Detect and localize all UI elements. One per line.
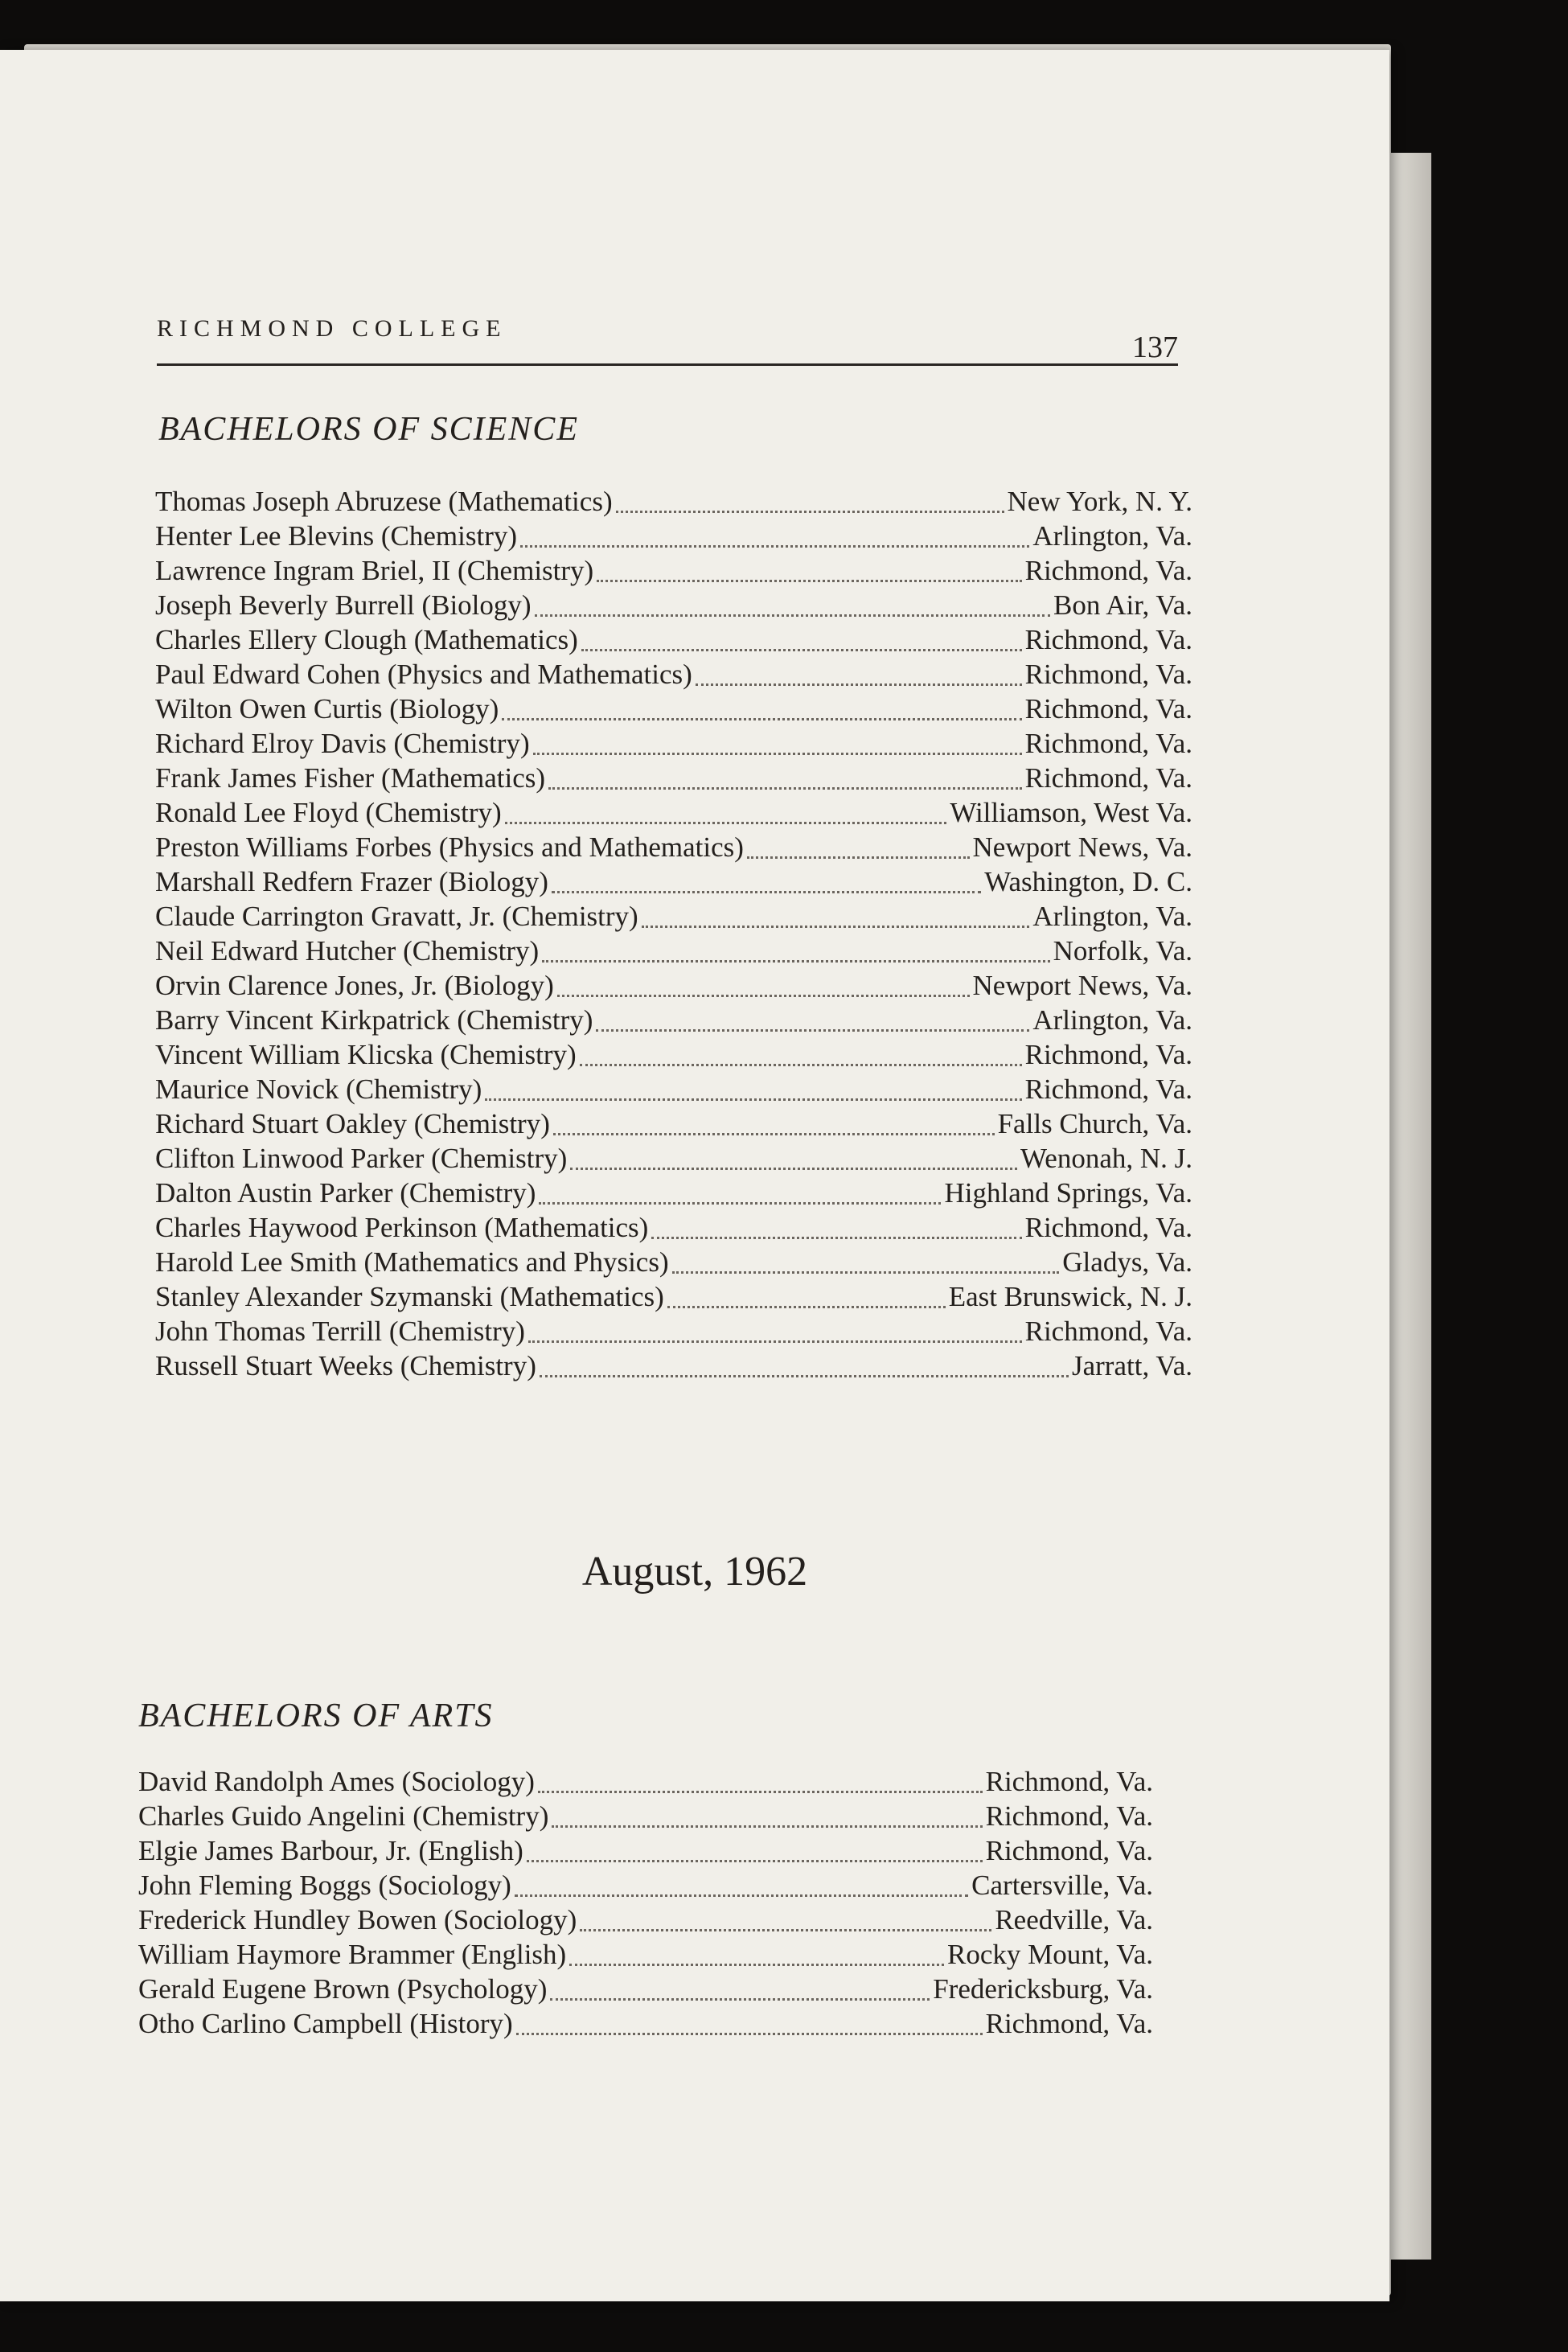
graduate-entry — [155, 659, 1192, 693]
graduate-hometown: Richmond, Va. — [1024, 1316, 1192, 1347]
graduate-entry — [155, 520, 1192, 555]
graduate-name: Neil Edward Hutcher (Chemistry) — [155, 935, 540, 967]
graduate-name: Otho Carlino Campbell (History) — [138, 2008, 513, 2039]
graduate-name: Wilton Owen Curtis (Biology) — [155, 693, 499, 724]
graduate-entry — [155, 1350, 1192, 1385]
college-name: RICHMOND COLLEGE — [157, 315, 507, 342]
dot-leader — [747, 856, 970, 859]
graduate-name: Lawrence Ingram Briel, II (Chemistry) — [155, 555, 594, 586]
graduate-entry — [138, 1870, 1153, 1904]
graduate-entry — [138, 1800, 1153, 1835]
graduate-hometown: Richmond, Va. — [1024, 762, 1192, 794]
graduate-name: Richard Stuart Oakley (Chemistry) — [155, 1108, 550, 1139]
graduate-hometown: Richmond, Va. — [985, 1835, 1153, 1866]
dot-leader — [502, 718, 1021, 720]
graduate-entry — [138, 2008, 1153, 2042]
dot-leader — [672, 1271, 1060, 1274]
graduate-hometown: Highland Springs, Va. — [944, 1177, 1192, 1209]
graduate-name: David Randolph Ames (Sociology) — [138, 1766, 535, 1797]
graduate-name: Charles Guido Angelini (Chemistry) — [138, 1800, 549, 1832]
graduate-hometown: Washington, D. C. — [984, 866, 1192, 897]
dot-leader — [550, 1998, 930, 2001]
graduate-hometown: Arlington, Va. — [1032, 1004, 1192, 1036]
graduate-name: Vincent William Klicska (Chemistry) — [155, 1039, 577, 1070]
graduate-entry — [155, 624, 1192, 659]
graduate-entry — [155, 1212, 1192, 1246]
graduate-hometown: Fredericksburg, Va. — [933, 1973, 1153, 2005]
dot-leader — [553, 1133, 995, 1135]
dot-leader — [548, 787, 1022, 790]
graduate-entry — [155, 831, 1192, 866]
graduate-hometown: Cartersville, Va. — [971, 1870, 1153, 1901]
graduate-entry — [138, 1904, 1153, 1939]
dot-leader — [696, 683, 1022, 686]
graduate-name: Paul Edward Cohen (Physics and Mathematics) — [155, 659, 692, 690]
graduate-name: Joseph Beverly Burrell (Biology) — [155, 589, 532, 621]
graduate-hometown: Wenonah, N. J. — [1020, 1143, 1192, 1174]
graduate-hometown: New York, N. Y. — [1007, 486, 1192, 517]
graduate-entry — [155, 1108, 1192, 1143]
dot-leader — [505, 822, 947, 824]
graduate-hometown: Bon Air, Va. — [1053, 589, 1192, 621]
graduate-name: Henter Lee Blevins (Chemistry) — [155, 520, 518, 552]
book-page — [0, 50, 1389, 2301]
dot-leader — [552, 1825, 982, 1828]
graduate-name: Frederick Hundley Bowen (Sociology) — [138, 1904, 577, 1935]
graduate-name: Charles Haywood Perkinson (Mathematics) — [155, 1212, 649, 1243]
graduate-entry — [155, 693, 1192, 728]
graduate-name: Russell Stuart Weeks (Chemistry) — [155, 1350, 536, 1381]
graduate-entry — [155, 728, 1192, 762]
graduate-name: Charles Ellery Clough (Mathematics) — [155, 624, 578, 655]
dot-leader — [651, 1237, 1021, 1239]
dot-leader — [667, 1306, 946, 1308]
graduate-hometown: Gladys, Va. — [1062, 1246, 1192, 1278]
dot-leader — [570, 1168, 1017, 1170]
graduate-hometown: Arlington, Va. — [1032, 520, 1192, 552]
graduate-name: Stanley Alexander Szymanski (Mathematics) — [155, 1281, 664, 1312]
graduate-name: Gerald Eugene Brown (Psychology) — [138, 1973, 548, 2005]
dot-leader — [485, 1098, 1021, 1101]
graduate-entry — [138, 1835, 1153, 1870]
graduate-hometown: Newport News, Va. — [972, 970, 1192, 1001]
graduate-name: Ronald Lee Floyd (Chemistry) — [155, 797, 502, 828]
graduate-entry — [155, 970, 1192, 1004]
graduate-name: Frank James Fisher (Mathematics) — [155, 762, 546, 794]
science-list — [155, 486, 1192, 1385]
dot-leader — [597, 580, 1021, 582]
graduate-name: Clifton Linwood Parker (Chemistry) — [155, 1143, 568, 1174]
graduate-hometown: Arlington, Va. — [1032, 901, 1192, 932]
graduate-entry — [155, 762, 1192, 797]
graduate-hometown: Richmond, Va. — [1024, 659, 1192, 690]
graduate-entry — [155, 1246, 1192, 1281]
graduate-name: Richard Elroy Davis (Chemistry) — [155, 728, 530, 759]
graduate-hometown: Richmond, Va. — [1024, 1212, 1192, 1243]
dot-leader — [520, 545, 1029, 548]
graduate-hometown: Richmond, Va. — [985, 1800, 1153, 1832]
graduate-name: Marshall Redfern Frazer (Biology) — [155, 866, 548, 897]
graduate-name: Thomas Joseph Abruzese (Mathematics) — [155, 486, 613, 517]
running-head — [157, 315, 1178, 366]
graduate-entry — [155, 797, 1192, 831]
dot-leader — [535, 614, 1050, 617]
graduate-hometown: Richmond, Va. — [1024, 728, 1192, 759]
graduate-hometown: Rocky Mount, Va. — [946, 1939, 1153, 1970]
graduate-entry — [138, 1766, 1153, 1800]
graduate-name: Elgie James Barbour, Jr. (English) — [138, 1835, 523, 1866]
graduate-entry — [155, 1316, 1192, 1350]
graduate-hometown: Norfolk, Va. — [1053, 935, 1192, 967]
graduate-hometown: Richmond, Va. — [985, 2008, 1153, 2039]
dot-leader — [527, 1860, 983, 1862]
dot-leader — [542, 960, 1049, 963]
graduate-name: John Thomas Terrill (Chemistry) — [155, 1316, 525, 1347]
dot-leader — [540, 1375, 1069, 1377]
graduate-hometown: Richmond, Va. — [1024, 1039, 1192, 1070]
dot-leader — [616, 511, 1004, 513]
graduate-name: John Fleming Boggs (Sociology) — [138, 1870, 511, 1901]
graduate-entry — [155, 866, 1192, 901]
graduate-entry — [155, 1177, 1192, 1212]
graduate-hometown: Williamson, West Va. — [950, 797, 1192, 828]
graduate-name: Dalton Austin Parker (Chemistry) — [155, 1177, 536, 1209]
graduate-entry — [155, 589, 1192, 624]
dot-leader — [642, 926, 1030, 928]
graduate-entry — [155, 1281, 1192, 1316]
arts-list — [138, 1766, 1153, 2042]
graduate-hometown: Newport News, Va. — [972, 831, 1192, 863]
graduate-entry — [155, 1073, 1192, 1108]
dot-leader — [569, 1964, 944, 1966]
graduate-entry — [155, 555, 1192, 589]
graduate-entry — [138, 1973, 1153, 2008]
dot-leader — [538, 1791, 983, 1793]
dot-leader — [581, 649, 1022, 651]
graduate-hometown: Richmond, Va. — [1024, 555, 1192, 586]
graduate-entry — [155, 1039, 1192, 1073]
dot-leader — [580, 1929, 991, 1931]
graduate-name: Maurice Novick (Chemistry) — [155, 1073, 482, 1105]
graduate-hometown: Richmond, Va. — [1024, 693, 1192, 724]
graduate-name: Preston Williams Forbes (Physics and Mathematics) — [155, 831, 744, 863]
dot-leader — [580, 1064, 1022, 1066]
graduate-entry — [138, 1939, 1153, 1973]
graduate-hometown: Richmond, Va. — [985, 1766, 1153, 1797]
dot-leader — [533, 753, 1022, 755]
graduate-name: Barry Vincent Kirkpatrick (Chemistry) — [155, 1004, 593, 1036]
graduate-name: Harold Lee Smith (Mathematics and Physics) — [155, 1246, 669, 1278]
page-number: 137 — [1132, 330, 1178, 364]
graduate-entry — [155, 901, 1192, 935]
arts-heading: BACHELORS OF ARTS — [138, 1697, 494, 1734]
graduate-name: Claude Carrington Gravatt, Jr. (Chemistry) — [155, 901, 638, 932]
graduate-name: Orvin Clarence Jones, Jr. (Biology) — [155, 970, 554, 1001]
dot-leader — [539, 1202, 941, 1205]
dot-leader — [528, 1340, 1022, 1343]
dot-leader — [557, 995, 970, 997]
graduate-entry — [155, 1143, 1192, 1177]
dot-leader — [515, 1894, 968, 1897]
dot-leader — [596, 1029, 1029, 1032]
graduate-hometown: Richmond, Va. — [1024, 624, 1192, 655]
graduate-hometown: East Brunswick, N. J. — [948, 1281, 1192, 1312]
graduate-entry — [155, 486, 1192, 520]
graduate-name: William Haymore Brammer (English) — [138, 1939, 567, 1970]
dot-leader — [552, 891, 981, 893]
graduate-hometown: Richmond, Va. — [1024, 1073, 1192, 1105]
graduate-hometown: Reedville, Va. — [995, 1904, 1153, 1935]
date-heading: August, 1962 — [581, 1549, 808, 1595]
graduate-hometown: Jarratt, Va. — [1072, 1350, 1192, 1381]
dot-leader — [516, 2033, 983, 2035]
graduate-hometown: Falls Church, Va. — [997, 1108, 1192, 1139]
graduate-entry — [155, 1004, 1192, 1039]
graduate-entry — [155, 935, 1192, 970]
science-heading: BACHELORS OF SCIENCE — [158, 411, 579, 448]
